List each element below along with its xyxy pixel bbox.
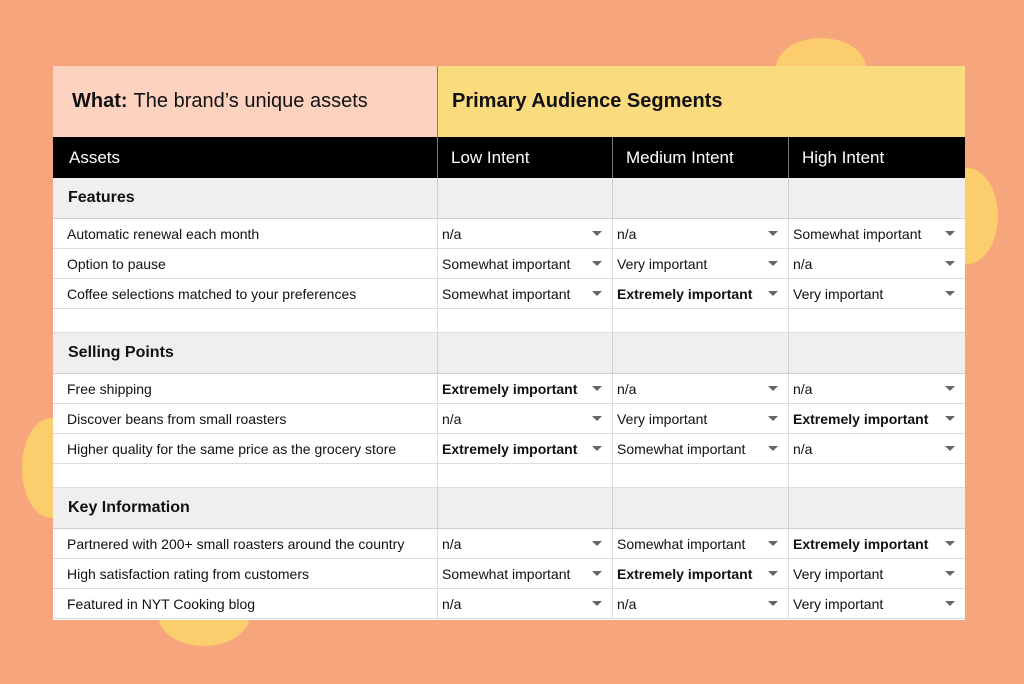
importance-dropdown-medium[interactable] (613, 434, 789, 463)
spacer-row (53, 464, 965, 488)
importance-value: n/a (617, 595, 637, 612)
column-header-row (53, 137, 965, 178)
column-header-low-intent: Low Intent (438, 137, 613, 178)
asset-cell: High satisfaction rating from customers (53, 559, 438, 588)
table-row (53, 249, 965, 279)
asset-cell: Featured in NYT Cooking blog (53, 589, 438, 618)
empty-cell (613, 464, 789, 487)
chevron-down-icon[interactable] (768, 416, 778, 421)
chevron-down-icon[interactable] (592, 291, 602, 296)
table-row (53, 279, 965, 309)
importance-dropdown-medium[interactable] (613, 404, 789, 433)
importance-value: Somewhat important (617, 535, 746, 552)
importance-value: n/a (793, 255, 813, 272)
chevron-down-icon[interactable] (592, 571, 602, 576)
importance-dropdown-medium[interactable] (613, 589, 789, 618)
importance-dropdown-high[interactable] (789, 219, 965, 248)
importance-dropdown-high[interactable] (789, 279, 965, 308)
importance-value: Somewhat important (442, 285, 571, 302)
importance-value: Very important (617, 410, 708, 427)
column-header-assets: Assets (53, 137, 438, 178)
importance-dropdown-low[interactable] (438, 434, 613, 463)
importance-value: Very important (793, 595, 884, 612)
importance-dropdown-high[interactable] (789, 559, 965, 588)
section-row (53, 178, 965, 219)
importance-dropdown-medium[interactable] (613, 559, 789, 588)
section-empty-cell (438, 178, 613, 218)
importance-dropdown-high[interactable] (789, 434, 965, 463)
chevron-down-icon[interactable] (945, 541, 955, 546)
importance-value: n/a (793, 440, 813, 457)
chevron-down-icon[interactable] (768, 446, 778, 451)
importance-dropdown-high[interactable] (789, 529, 965, 558)
asset-cell: Option to pause (53, 249, 438, 278)
importance-value: Extremely important (793, 535, 929, 552)
section-title: Selling Points (53, 333, 438, 373)
importance-dropdown-low[interactable] (438, 374, 613, 403)
chevron-down-icon[interactable] (592, 541, 602, 546)
table-row (53, 529, 965, 559)
importance-value: n/a (617, 225, 637, 242)
importance-value: Extremely important (442, 440, 578, 457)
empty-cell (789, 309, 965, 332)
section-title: Key Information (53, 488, 438, 528)
importance-dropdown-high[interactable] (789, 404, 965, 433)
chevron-down-icon[interactable] (768, 291, 778, 296)
importance-dropdown-medium[interactable] (613, 219, 789, 248)
importance-value: Very important (793, 285, 884, 302)
importance-value: Extremely important (442, 380, 578, 397)
importance-dropdown-medium[interactable] (613, 529, 789, 558)
importance-value: n/a (442, 535, 462, 552)
section-empty-cell (438, 333, 613, 373)
table-row (53, 434, 965, 464)
asset-cell: Automatic renewal each month (53, 219, 438, 248)
importance-value: n/a (793, 380, 813, 397)
chevron-down-icon[interactable] (768, 571, 778, 576)
chevron-down-icon[interactable] (945, 231, 955, 236)
section-row (53, 488, 965, 529)
importance-value: Somewhat important (442, 565, 571, 582)
chevron-down-icon[interactable] (768, 386, 778, 391)
chevron-down-icon[interactable] (945, 601, 955, 606)
chevron-down-icon[interactable] (768, 601, 778, 606)
section-empty-cell (613, 488, 789, 528)
table-body (53, 178, 965, 619)
importance-value: Extremely important (793, 410, 929, 427)
importance-dropdown-low[interactable] (438, 529, 613, 558)
chevron-down-icon[interactable] (945, 446, 955, 451)
section-row (53, 333, 965, 374)
importance-value: Extremely important (617, 565, 753, 582)
importance-dropdown-low[interactable] (438, 279, 613, 308)
chevron-down-icon[interactable] (592, 446, 602, 451)
what-label: What: (72, 90, 128, 112)
segments-header: Primary Audience Segments (438, 66, 965, 137)
what-header (53, 66, 438, 137)
asset-cell: Free shipping (53, 374, 438, 403)
table-row (53, 559, 965, 589)
importance-value: Somewhat important (442, 255, 571, 272)
section-empty-cell (438, 488, 613, 528)
importance-value: Extremely important (617, 285, 753, 302)
importance-dropdown-high[interactable] (789, 249, 965, 278)
importance-dropdown-low[interactable] (438, 404, 613, 433)
importance-dropdown-high[interactable] (789, 374, 965, 403)
empty-cell (438, 309, 613, 332)
chevron-down-icon[interactable] (768, 261, 778, 266)
importance-value: n/a (442, 595, 462, 612)
importance-value: Somewhat important (793, 225, 922, 242)
section-empty-cell (789, 178, 965, 218)
empty-cell (438, 464, 613, 487)
table-row (53, 589, 965, 619)
chevron-down-icon[interactable] (945, 386, 955, 391)
empty-cell (789, 464, 965, 487)
table-row (53, 219, 965, 249)
chevron-down-icon[interactable] (945, 571, 955, 576)
empty-cell (53, 464, 438, 487)
importance-dropdown-low[interactable] (438, 249, 613, 278)
importance-value: n/a (617, 380, 637, 397)
chevron-down-icon[interactable] (592, 261, 602, 266)
importance-dropdown-high[interactable] (789, 589, 965, 618)
empty-cell (53, 309, 438, 332)
asset-cell: Partnered with 200+ small roasters around the country (53, 529, 438, 558)
what-text: The brand’s unique assets (133, 90, 368, 112)
chevron-down-icon[interactable] (592, 231, 602, 236)
spacer-row (53, 309, 965, 333)
section-empty-cell (613, 178, 789, 218)
section-empty-cell (613, 333, 789, 373)
chevron-down-icon[interactable] (592, 601, 602, 606)
chevron-down-icon[interactable] (592, 386, 602, 391)
importance-dropdown-medium[interactable] (613, 374, 789, 403)
title-row (53, 66, 965, 137)
section-title: Features (53, 178, 438, 218)
importance-dropdown-low[interactable] (438, 589, 613, 618)
chevron-down-icon[interactable] (945, 261, 955, 266)
importance-dropdown-low[interactable] (438, 219, 613, 248)
asset-cell: Coffee selections matched to your preferences (53, 279, 438, 308)
chevron-down-icon[interactable] (768, 541, 778, 546)
importance-value: n/a (442, 410, 462, 427)
audience-table (53, 66, 965, 620)
importance-dropdown-medium[interactable] (613, 249, 789, 278)
column-header-high-intent: High Intent (802, 147, 885, 167)
section-empty-cell (789, 488, 965, 528)
asset-cell: Discover beans from small roasters (53, 404, 438, 433)
chevron-down-icon[interactable] (945, 416, 955, 421)
empty-cell (613, 309, 789, 332)
chevron-down-icon[interactable] (945, 291, 955, 296)
importance-value: Somewhat important (617, 440, 746, 457)
importance-value: n/a (442, 225, 462, 242)
table-row (53, 374, 965, 404)
asset-cell: Higher quality for the same price as the grocery store (53, 434, 438, 463)
table-row (53, 404, 965, 434)
importance-dropdown-low[interactable] (438, 559, 613, 588)
column-header-medium-intent: Medium Intent (613, 137, 789, 178)
importance-dropdown-medium[interactable] (613, 279, 789, 308)
chevron-down-icon[interactable] (768, 231, 778, 236)
importance-value: Very important (793, 565, 884, 582)
chevron-down-icon[interactable] (592, 416, 602, 421)
section-empty-cell (789, 333, 965, 373)
importance-value: Very important (617, 255, 708, 272)
